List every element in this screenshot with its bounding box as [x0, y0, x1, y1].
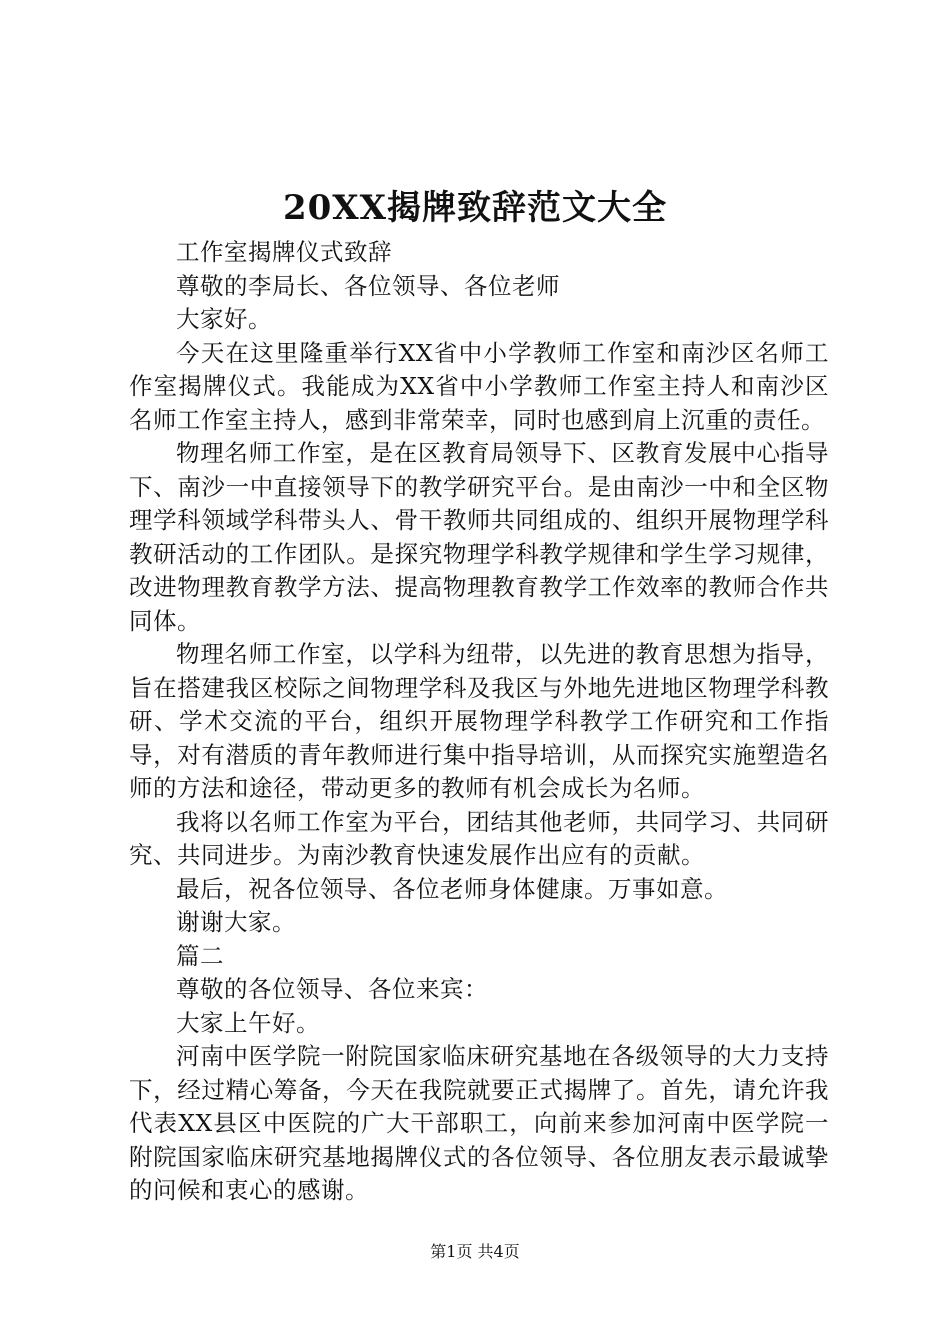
document-title: 20XX揭牌致辞范文大全 — [282, 188, 668, 228]
section-heading: 篇二 — [176, 941, 224, 970]
paragraph: 今天在这里隆重举行XX省中小学教师工作室和南沙区名师工作室揭牌仪式。我能成为XX省中小学教师工作室主持人和南沙区名师工作室主持人，感到非常荣幸，同时也感到肩上沉重的责任。 — [129, 338, 829, 434]
page-indicator: 第1页 共4页 — [430, 1242, 520, 1261]
paragraph: 工作室揭牌仪式致辞 — [176, 238, 392, 266]
paragraph: 大家好。 — [176, 305, 272, 333]
paragraph: 谢谢大家。 — [176, 908, 296, 936]
paragraph: 尊敬的李局长、各位领导、各位老师 — [176, 271, 560, 300]
paragraph: 物理名师工作室，以学科为纽带，以先进的教育思想为指导，旨在搭建我区校际之间物理学科及我区与外地先进地区物理学科教研、学术交流的平台，组织开展物理学科教学工作研究和工作指导，对有潜质的青年教师进行集中指导培训，从而探究实施塑造名师的方法和途径，带动更多的教师有机会成长为名师。 — [129, 640, 829, 802]
paragraph: 我将以名师工作室为平台，团结其他老师，共同学习、共同研究、共同进步。为南沙教育快速发展作出应有的贡献。 — [129, 807, 829, 869]
document-body — [129, 236, 829, 1208]
paragraph: 物理名师工作室，是在区教育局领导下、区教育发展中心指导下、南沙一中直接领导下的教学研究平台。是由南沙一中和全区物理学科领域学科带头人、骨干教师共同组成的、组织开展物理学科教研活动的工作团队。是探究物理学科教学规律和学生学习规律，改进物理教育教学方法、提高物理教育教学工作效率的教师合作共同体。 — [129, 439, 829, 635]
paragraph: 尊敬的各位领导、各位来宾： — [176, 975, 488, 1003]
paragraph: 最后，祝各位领导、各位老师身体健康。万事如意。 — [176, 874, 728, 903]
paragraph: 河南中医学院一附院国家临床研究基地在各级领导的大力支持下，经过精心筹备，今天在我院就要正式揭牌了。首先，请允许我代表XX县区中医院的广大干部职工，向前来参加河南中医学院一附院国家临床研究基地揭牌仪式的各位领导、各位朋友表示最诚挚的问候和衷心的感谢。 — [129, 1042, 829, 1204]
paragraph: 大家上午好。 — [176, 1008, 320, 1037]
